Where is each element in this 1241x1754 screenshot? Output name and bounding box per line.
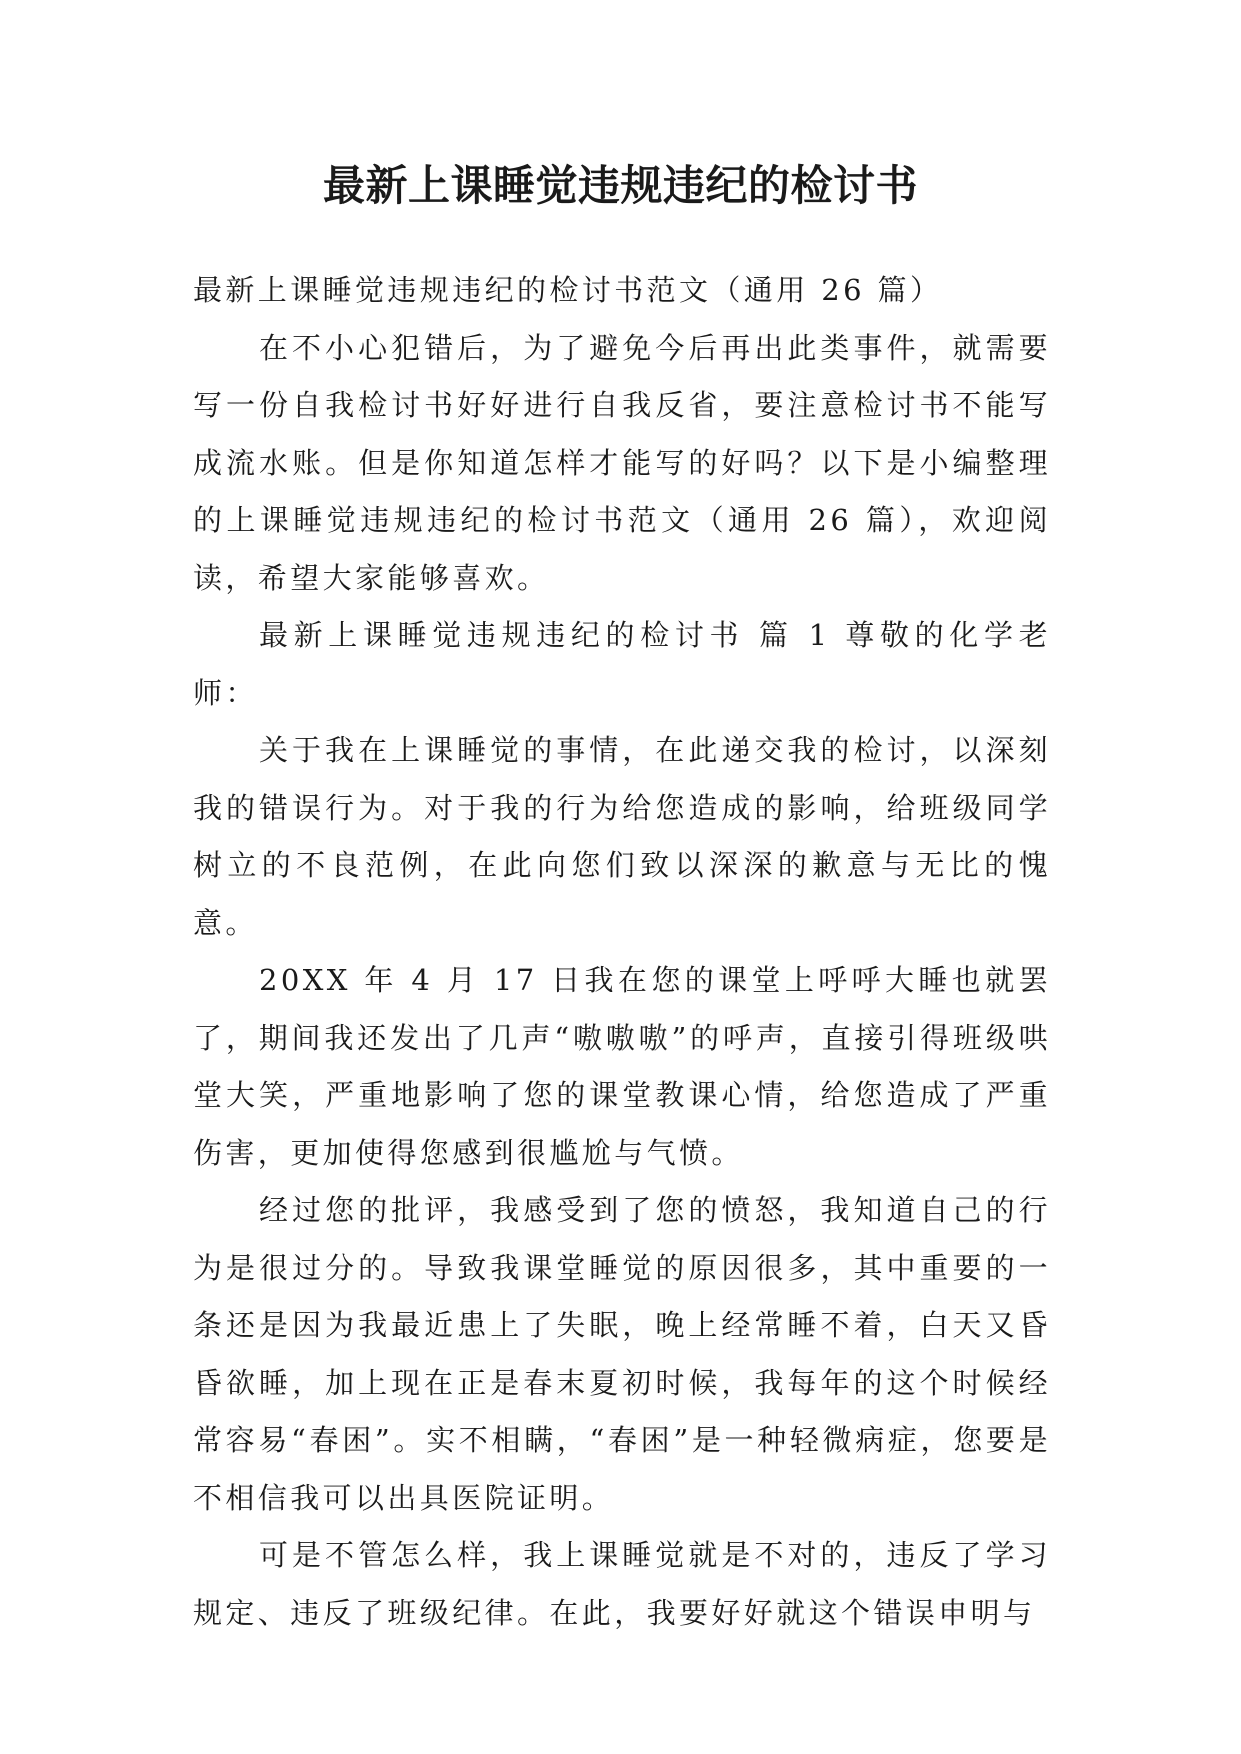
body-paragraph: 经过您的批评，我感受到了您的愤怒，我知道自己的行为是很过分的。导致我课堂睡觉的原因很多，其中重要的一条还是因为我最近患上了失眠，晚上经常睡不着，白天又昏昏欲睡，加上现在正是春末夏初时候，我每年的这个时候经常容易“春困”。实不相瞒，“春困”是一种轻微病症，您要是不相信我可以出具医院证明。 — [193, 1193, 1051, 1515]
document-title: 最新上课睡觉违规违纪的检讨书 — [322, 161, 918, 210]
intro-paragraph: 在不小心犯错后，为了避免今后再出此类事件，就需要写一份自我检讨书好好进行自我反省，要注意检讨书不能写成流水账。但是你知道怎样才能写的好吗？以下是小编整理的上课睡觉违规违纪的检讨书范文（通用 26 篇），欢迎阅读，希望大家能够喜欢。 — [193, 330, 1051, 595]
subtitle-paragraph: 最新上课睡觉违规违纪的检讨书范文（通用 26 篇） — [193, 273, 943, 307]
body-paragraph: 关于我在上课睡觉的事情，在此递交我的检讨，以深刻我的错误行为。对于我的行为给您造成的影响，给班级同学树立的不良范例，在此向您们致以深深的歉意与无比的愧意。 — [193, 733, 1051, 940]
body-paragraph: 可是不管怎么样，我上课睡觉就是不对的，违反了学习规定、违反了班级纪律。在此，我要好好就这个错误申明与 — [193, 1538, 1051, 1630]
body-paragraph: 20XX 年 4 月 17 日我在您的课堂上呼呼大睡也就罢了，期间我还发出了几声“嗷嗷嗷”的呼声，直接引得班级哄堂大笑，严重地影响了您的课堂教课心情，给您造成了严重伤害，更加使得您感到很尴尬与气愤。 — [193, 963, 1051, 1170]
section-heading-paragraph: 最新上课睡觉违规违纪的检讨书 篇 1 尊敬的化学老师： — [193, 618, 1051, 710]
document-body — [193, 262, 1051, 1642]
